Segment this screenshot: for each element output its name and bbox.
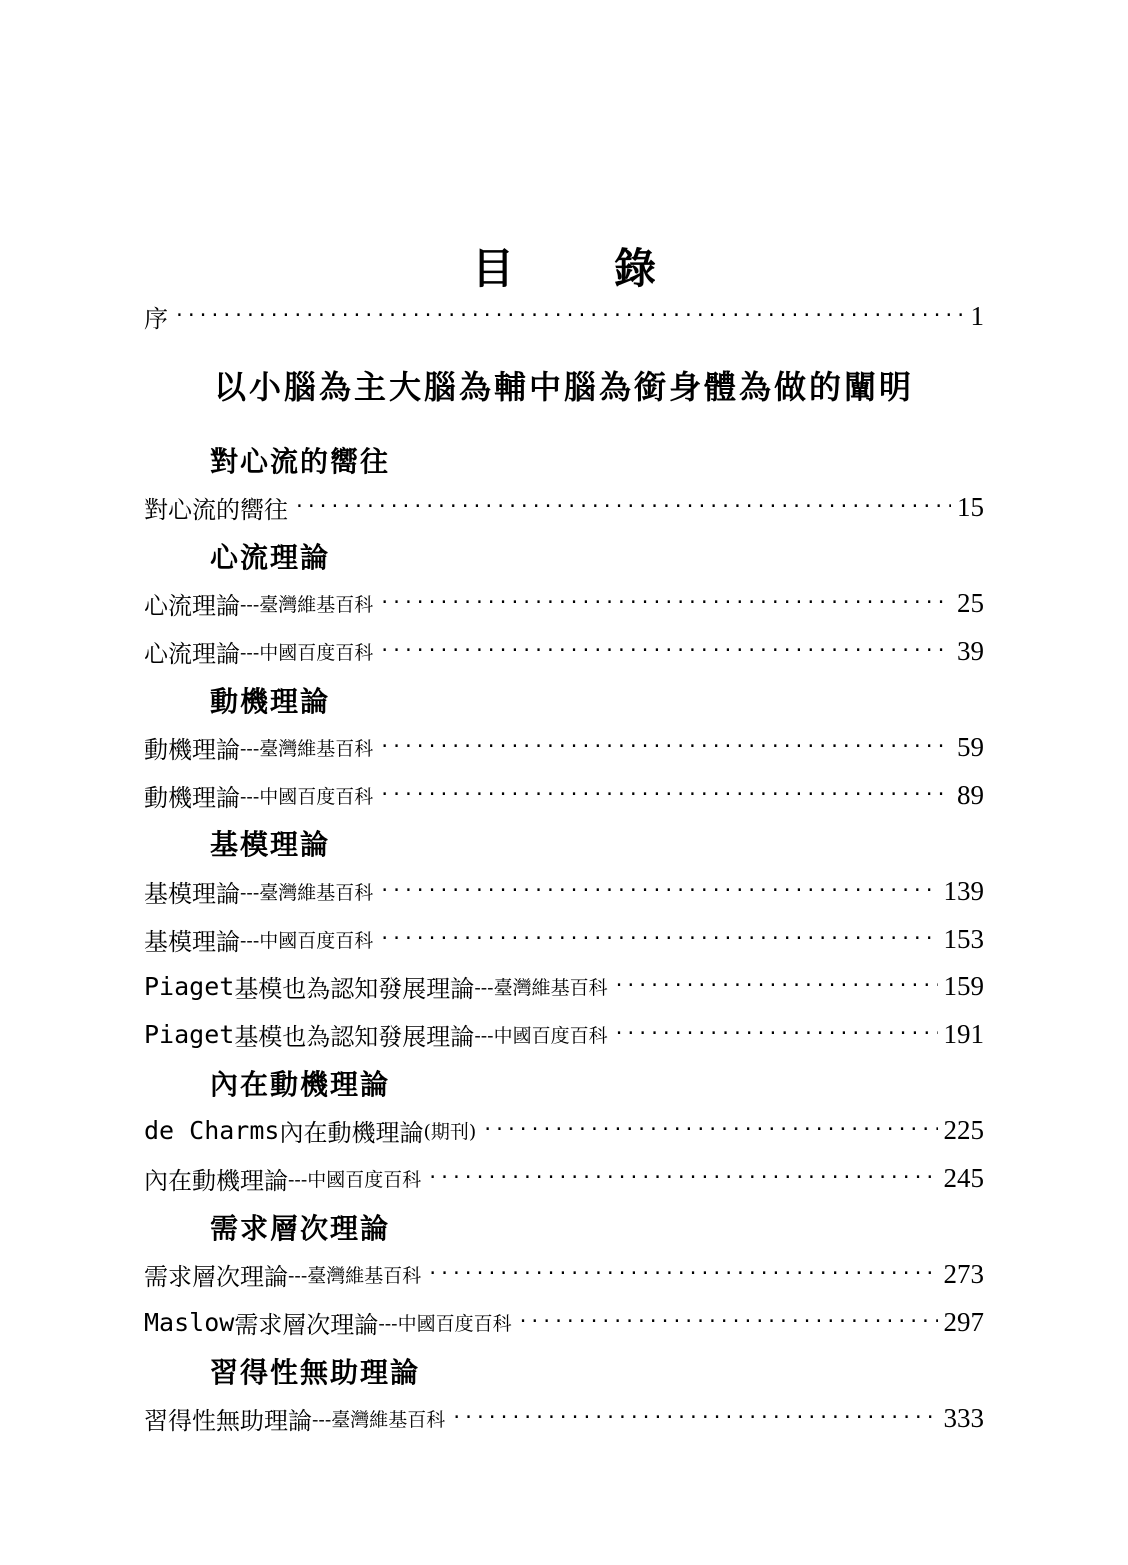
entry-source: ---臺灣維基百科 — [240, 593, 374, 616]
section-heading: 基模理論 — [210, 828, 331, 861]
entry-page-number: 39 — [957, 635, 984, 666]
entry-page-number: 159 — [943, 970, 984, 1001]
leader-dots — [379, 919, 937, 959]
entry-label: 內在動機理論 — [279, 1118, 424, 1147]
entry-label: 對心流的嚮往 — [144, 495, 288, 524]
entry-label: 習得性無助理論 — [144, 1406, 312, 1435]
entry-source: ---中國百度百科 — [240, 785, 374, 808]
entry-page-number: 59 — [957, 731, 984, 762]
toc-entry[interactable] — [144, 1110, 984, 1150]
entry-source: ---臺灣維基百科 — [474, 976, 608, 999]
entry-label-latin: de Charms — [144, 1115, 280, 1145]
title-char-1: 目 — [471, 244, 514, 293]
entry-source: ---臺灣維基百科 — [240, 881, 374, 904]
toc-entry[interactable] — [144, 1398, 984, 1438]
leader-dots — [379, 727, 951, 767]
toc-entry[interactable] — [144, 487, 984, 527]
entry-page-number: 139 — [943, 875, 984, 906]
entry-page-number: 89 — [957, 779, 984, 810]
entry-page-number: 25 — [957, 587, 984, 618]
entry-page-number: 245 — [943, 1162, 984, 1193]
section-heading: 內在動機理論 — [210, 1068, 391, 1101]
toc-entry[interactable] — [144, 727, 984, 767]
entry-label: 基模也為認知發展理論 — [234, 1022, 475, 1051]
entry-page-number: 1 — [970, 300, 984, 331]
entry-source: ---中國百度百科 — [240, 641, 374, 664]
entry-label: 心流理論 — [144, 591, 240, 620]
entry-source: ---中國百度百科 — [240, 929, 374, 952]
entry-page-number: 191 — [943, 1018, 984, 1049]
entry-page-number: 153 — [943, 923, 984, 954]
entry-page-number: 273 — [943, 1258, 984, 1289]
leader-dots — [451, 1398, 937, 1438]
leader-dots — [614, 966, 938, 1006]
leader-dots — [294, 487, 951, 527]
toc-entry[interactable] — [144, 966, 984, 1006]
entry-label-latin: Piaget — [144, 971, 235, 1001]
leader-dots — [379, 775, 951, 815]
leader-dots — [174, 296, 965, 336]
leader-dots — [379, 583, 951, 623]
entry-label-latin: Maslow — [144, 1307, 235, 1337]
entry-label: 需求層次理論 — [144, 1262, 288, 1291]
toc-entry[interactable] — [144, 919, 984, 959]
leader-dots — [518, 1302, 938, 1342]
entry-label: 動機理論 — [144, 783, 240, 812]
entry-source: ---臺灣維基百科 — [240, 737, 374, 760]
page-title — [0, 236, 1128, 296]
toc-entry[interactable] — [144, 1254, 984, 1294]
section-heading: 需求層次理論 — [210, 1212, 391, 1245]
leader-dots — [482, 1110, 937, 1150]
section-heading: 習得性無助理論 — [210, 1356, 421, 1389]
toc-entry[interactable] — [144, 871, 984, 911]
toc-entry[interactable] — [144, 583, 984, 623]
entry-source: ---中國百度百科 — [378, 1312, 512, 1335]
entry-page-number: 15 — [957, 491, 984, 522]
entry-label: 基模也為認知發展理論 — [234, 974, 475, 1003]
toc-entry[interactable] — [144, 775, 984, 815]
leader-dots — [427, 1158, 937, 1198]
entry-label: 需求層次理論 — [234, 1310, 379, 1339]
section-heading: 對心流的嚮往 — [210, 445, 391, 478]
entry-label-latin: Piaget — [144, 1019, 235, 1049]
toc-entry-preface[interactable] — [144, 296, 984, 336]
leader-dots — [614, 1014, 938, 1054]
entry-label: 基模理論 — [144, 879, 240, 908]
section-heading: 動機理論 — [210, 685, 331, 718]
entry-label: 序 — [144, 304, 168, 333]
entry-source: ---中國百度百科 — [288, 1168, 422, 1191]
toc-entry[interactable] — [144, 1014, 984, 1054]
toc-entry[interactable] — [144, 631, 984, 671]
entry-label: 內在動機理論 — [144, 1166, 288, 1195]
leader-dots — [427, 1254, 937, 1294]
toc-entry[interactable] — [144, 1158, 984, 1198]
entry-label: 基模理論 — [144, 927, 240, 956]
toc-entry[interactable] — [144, 1302, 984, 1342]
entry-source: ---臺灣維基百科 — [288, 1264, 422, 1287]
title-char-2: 錄 — [614, 244, 657, 293]
entry-page-number: 225 — [943, 1114, 984, 1145]
leader-dots — [379, 631, 951, 671]
entry-label: 心流理論 — [144, 639, 240, 668]
entry-source: ---中國百度百科 — [474, 1024, 608, 1047]
entry-page-number: 333 — [943, 1402, 984, 1433]
section-heading: 心流理論 — [210, 541, 331, 574]
leader-dots — [379, 871, 937, 911]
entry-source: ---臺灣維基百科 — [312, 1408, 446, 1431]
entry-source: (期刊) — [423, 1120, 477, 1143]
main-heading: 以小腦為主大腦為輔中腦為銜身體為做的闡明 — [213, 368, 914, 406]
entry-page-number: 297 — [943, 1306, 984, 1337]
entry-label: 動機理論 — [144, 735, 240, 764]
